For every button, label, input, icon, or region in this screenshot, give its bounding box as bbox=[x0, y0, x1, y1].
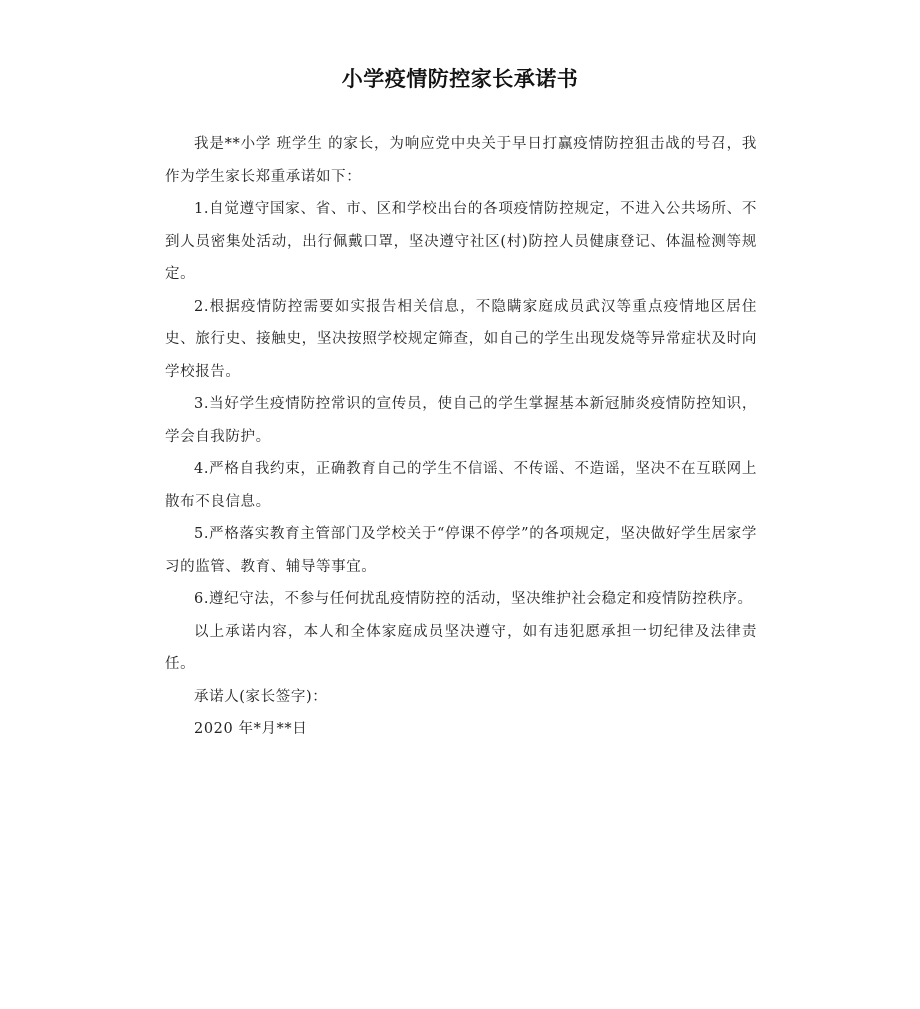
signature-date: 2020 年*月**日 bbox=[194, 721, 308, 737]
document-body bbox=[165, 128, 757, 746]
intro-paragraph: 我是**小学 班学生 的家长，为响应党中央关于早日打赢疫情防控狙击战的号召，我作为学生家长郑重承诺如下： bbox=[165, 136, 757, 185]
document-title: 小学疫情防控家长承诺书 bbox=[341, 67, 579, 91]
commitment-item-3: 3.当好学生疫情防控常识的宣传员，使自己的学生掌握基本新冠肺炎疫情防控知识，学会自我防护。 bbox=[165, 396, 757, 445]
commitment-item-5: 5.严格落实教育主管部门及学校关于“停课不停学”的各项规定，坚决做好学生居家学习的监管、教育、辅导等事宜。 bbox=[165, 526, 757, 575]
signature-label: 承诺人(家长签字)： bbox=[194, 688, 328, 705]
commitment-item-1: 1.自觉遵守国家、省、市、区和学校出台的各项疫情防控规定，不进入公共场所、不到人员密集处活动，出行佩戴口罩，坚决遵守社区(村)防控人员健康登记、体温检测等规定。 bbox=[165, 201, 757, 282]
closing-paragraph: 以上承诺内容，本人和全体家庭成员坚决遵守，如有违犯愿承担一切纪律及法律责任。 bbox=[165, 623, 757, 672]
commitment-item-4: 4.严格自我约束，正确教育自己的学生不信谣、不传谣、不造谣，坚决不在互联网上散布不良信息。 bbox=[165, 461, 757, 510]
commitment-item-6: 6.遵纪守法，不参与任何扰乱疫情防控的活动，坚决维护社会稳定和疫情防控秩序。 bbox=[194, 591, 753, 607]
commitment-item-2: 2.根据疫情防控需要如实报告相关信息，不隐瞒家庭成员武汉等重点疫情地区居住史、旅行史、接触史，坚决按照学校规定筛查，如自己的学生出现发烧等异常症状及时向学校报告。 bbox=[165, 298, 757, 380]
